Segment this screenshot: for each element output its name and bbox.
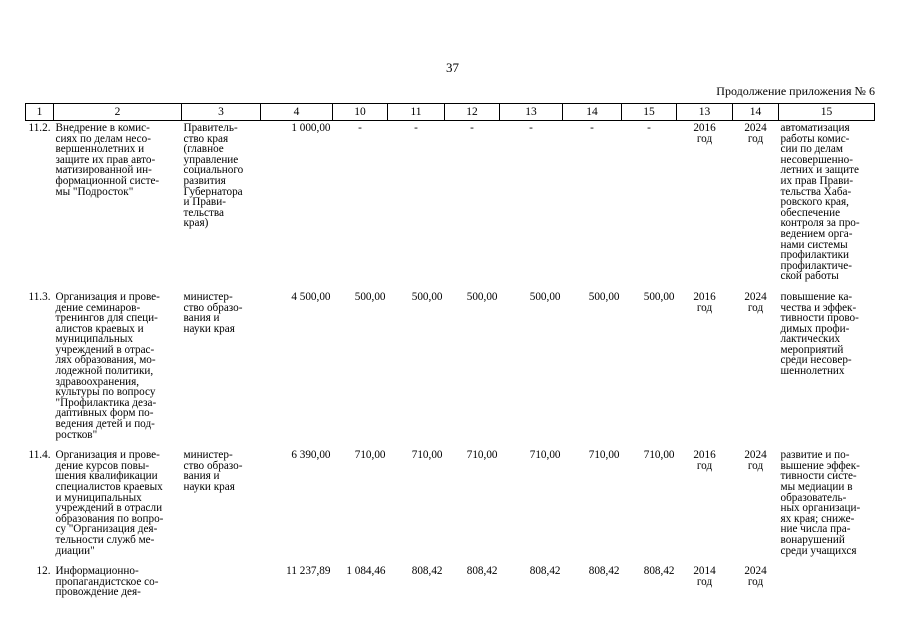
end-year: 2024 год (744, 122, 767, 145)
header-cell: 3 (182, 104, 261, 121)
year-funding: 500,00 (643, 290, 675, 303)
table-row (26, 290, 875, 448)
item-number: 12. (36, 565, 51, 578)
year-funding: - (414, 122, 418, 134)
activity-name: Внедрение в комис- сиях по делам несо- вершеннолетних и защите их прав авто- матизированной ин- формационной систе- мы "Подросток" (55, 122, 160, 198)
year-funding: 808,42 (466, 565, 498, 578)
year-funding: 710,00 (411, 449, 443, 462)
item-number: 11.3. (28, 290, 51, 303)
activity-name: Организация и прове- дение семинаров- тренингов для специ- алистов краевых и муниципальных учреждений в отрас- лях образования, мо- лодежной политики, здравоохранения, культуры по вопросу "Профилактика деза- даптивных форм по- ведения детей и под- ростков" (55, 290, 160, 441)
start-year: 2014 год (693, 565, 716, 588)
executor (182, 564, 261, 606)
end-year: 2024 год (744, 565, 767, 588)
executor: Правитель- ство края (главное управление социального развития Губернатора и Прави- тельства края) (183, 122, 244, 230)
year-funding: 500,00 (411, 290, 443, 303)
start-year: 2016 год (693, 122, 716, 145)
table-row (26, 121, 875, 290)
start-year: 2016 год (693, 290, 716, 314)
program-activities-table (25, 103, 875, 606)
year-funding: - (470, 122, 474, 134)
header-cell: 13 (677, 104, 733, 121)
executor: министер- ство образо- вания и науки края (183, 290, 243, 335)
total-funding: 6 390,00 (291, 449, 331, 462)
header-cell: 1 (26, 104, 54, 121)
year-funding: 808,42 (643, 565, 675, 578)
header-cell: 2 (54, 104, 182, 121)
header-cell: 15 (622, 104, 677, 121)
table-header-row (26, 104, 875, 121)
year-funding: - (590, 122, 594, 134)
header-cell: 12 (445, 104, 500, 121)
end-year: 2024 год (744, 449, 767, 472)
year-funding: 500,00 (354, 290, 386, 303)
end-year: 2024 год (744, 290, 767, 314)
year-funding: - (358, 122, 362, 134)
table-row (26, 564, 875, 606)
header-cell: 11 (388, 104, 445, 121)
item-number: 11.4. (28, 449, 51, 462)
activity-name: Информационно- пропагандистское со- провождение дея- (55, 565, 159, 599)
header-cell: 4 (261, 104, 333, 121)
item-number: 11.2. (28, 122, 51, 134)
year-funding: - (529, 122, 533, 134)
expected-result: развитие и по- вышение эффек- тивности систе- мы медиации в образователь- ных организаци- ях края; сниже- ние числа пра- вонарушений среди учащихся (780, 449, 861, 557)
year-funding: 710,00 (529, 449, 561, 462)
start-year: 2016 год (693, 449, 716, 472)
year-funding: 710,00 (588, 449, 620, 462)
header-cell: 10 (333, 104, 388, 121)
activity-name: Организация и прове- дение курсов повы- шения квалификации специалистов краевых и муниципальных учреждений в отрасли образования по вопро- су "Организация дея- тельности служб ме- диации" (55, 449, 164, 557)
executor: министер- ство образо- вания и науки края (183, 449, 243, 493)
year-funding: 808,42 (529, 565, 561, 578)
header-cell: 14 (563, 104, 622, 121)
year-funding: 1 084,46 (346, 565, 386, 578)
year-funding: 808,42 (588, 565, 620, 578)
total-funding: 11 237,89 (286, 565, 331, 578)
header-cell: 14 (733, 104, 779, 121)
total-funding: 4 500,00 (291, 290, 331, 303)
year-funding: 500,00 (466, 290, 498, 303)
page-number: 37 (446, 60, 459, 75)
year-funding: 710,00 (354, 449, 386, 462)
year-funding: 710,00 (466, 449, 498, 462)
appendix-continuation-label: Продолжение приложения № 6 (716, 84, 875, 98)
header-cell: 15 (779, 104, 875, 121)
year-funding: - (647, 122, 651, 134)
expected-result (779, 564, 875, 606)
year-funding: 500,00 (588, 290, 620, 303)
expected-result: автоматизация работы комис- сии по делам несовершенно- летних и защите их прав Прави- тельства Хаба- ровского края, обеспечение контроля за про- ведением орга- нами системы профилактики профилактиче- ской работы (780, 122, 860, 283)
table-row (26, 448, 875, 564)
year-funding: 808,42 (411, 565, 443, 578)
header-cell: 13 (500, 104, 563, 121)
year-funding: 710,00 (643, 449, 675, 462)
total-funding: 1 000,00 (291, 122, 331, 134)
year-funding: 500,00 (529, 290, 561, 303)
expected-result: повышение ка- чества и эффек- тивности прово- димых профи- лактических мероприятий среди несовер- шеннолетних (780, 290, 859, 378)
